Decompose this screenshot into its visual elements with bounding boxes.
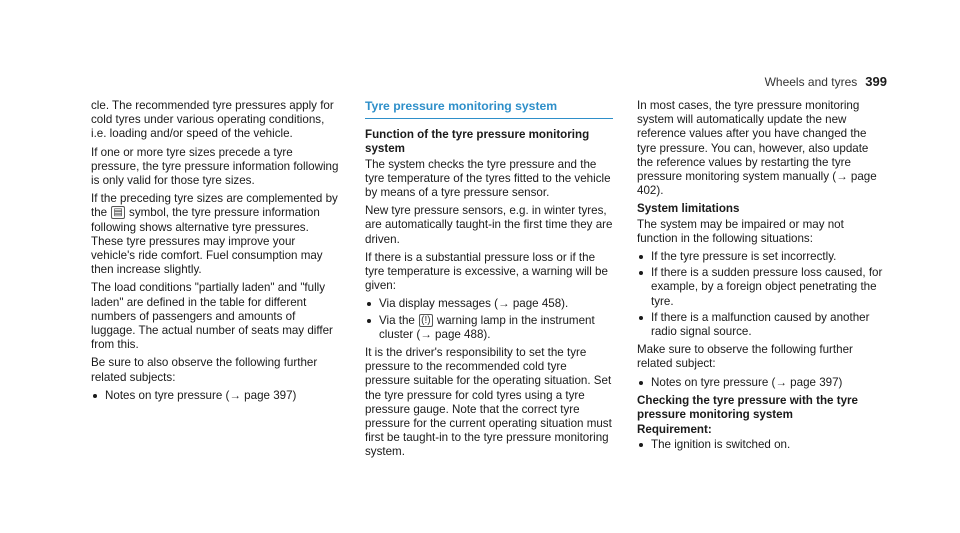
subheading: System limitations xyxy=(637,202,740,216)
bullet-list xyxy=(637,250,885,339)
list-item-xref[interactable]: Via display messages (→ page 458). xyxy=(365,297,613,311)
paragraph: The system may be impaired or may not function in the following situations: xyxy=(637,217,844,245)
load-symbol-icon: ▤ xyxy=(113,207,123,219)
paragraph: cle. The recommended tyre pressures apply for cold tyres under various operating conditions, i.e. loading and/or speed of the vehicle. xyxy=(91,99,334,141)
list-item: If there is a sudden pressure loss caused, for example, by a foreign object penetrating the tyre. xyxy=(637,266,885,309)
list-item: The ignition is switched on. xyxy=(637,438,885,452)
column-1 xyxy=(91,99,339,407)
column-3 xyxy=(637,99,885,457)
paragraph: New tyre pressure sensors, e.g. in winter tyres, are automatically taught-in the first time they are driven. xyxy=(365,204,613,246)
bullet-list xyxy=(365,297,613,342)
list-item-xref[interactable]: Notes on tyre pressure (→ page 397) xyxy=(637,376,885,390)
page-number: 399 xyxy=(865,74,887,89)
column-2 xyxy=(365,99,613,464)
subheading: Checking the tyre pressure with the tyre pressure monitoring system xyxy=(637,393,858,422)
paragraph: In most cases, the tyre pressure monitoring system will automatically update the new reference values after you have changed the tyre pressure. You can, however, also update the reference values by restarting the tyre pressure monitoring system manually (→ page 402). xyxy=(637,99,877,198)
bullet-list xyxy=(91,389,339,403)
bullet-list xyxy=(637,376,885,390)
requirement-label: Requirement: xyxy=(637,423,712,437)
subheading: Function of the tyre pressure monitoring system xyxy=(365,128,590,156)
list-item: If the tyre pressure is set incorrectly. xyxy=(637,250,885,264)
paragraph: The system checks the tyre pressure and the tyre temperature of the tyres fitted to the vehicle by means of a tyre pressure sensor. xyxy=(365,157,611,200)
section-heading: Tyre pressure monitoring system xyxy=(365,99,613,119)
paragraph: Be sure to also observe the following further related subjects: xyxy=(91,356,318,384)
list-item-xref[interactable]: Via the (!) warning lamp in the instrument cluster (→ page 488). xyxy=(365,314,613,342)
section-title: Wheels and tyres xyxy=(764,75,858,89)
paragraph: It is the driver's responsibility to set the tyre pressure to the recommended cold tyre pressure suitable for the operating situation. Set the tyre pressure for cold tyres using a tyre pressure gauge. Note that the correct tyre pressure for the current operating situation must first be taught-in to the tyre pressure monitoring system. xyxy=(365,346,612,459)
bullet-list xyxy=(637,438,885,452)
paragraph: If the preceding tyre sizes are complemented by the ▤ symbol, the tyre pressure information following shows alternative tyre pressures. These tyre pressures may improve your vehicle's ride comfort. Fuel consumption may then increase slightly. xyxy=(91,192,338,277)
paragraph: If one or more tyre sizes precede a tyre pressure, the tyre pressure information following is only valid for those tyre sizes. xyxy=(91,145,339,188)
paragraph: The load conditions "partially laden" and "fully laden" are defined in the table for different numbers of passengers and amounts of luggage. The actual number of seats may differ from this. xyxy=(91,281,333,352)
list-item-xref[interactable]: Notes on tyre pressure (→ page 397) xyxy=(91,389,339,403)
paragraph: If there is a substantial pressure loss or if the tyre temperature is excessive, a warning will be given: xyxy=(365,250,608,293)
page-header xyxy=(765,74,887,89)
tyre-warning-icon: (!) xyxy=(421,314,431,326)
paragraph: Make sure to observe the following further related subject: xyxy=(637,343,853,371)
list-item: If there is a malfunction caused by another radio signal source. xyxy=(637,311,885,339)
